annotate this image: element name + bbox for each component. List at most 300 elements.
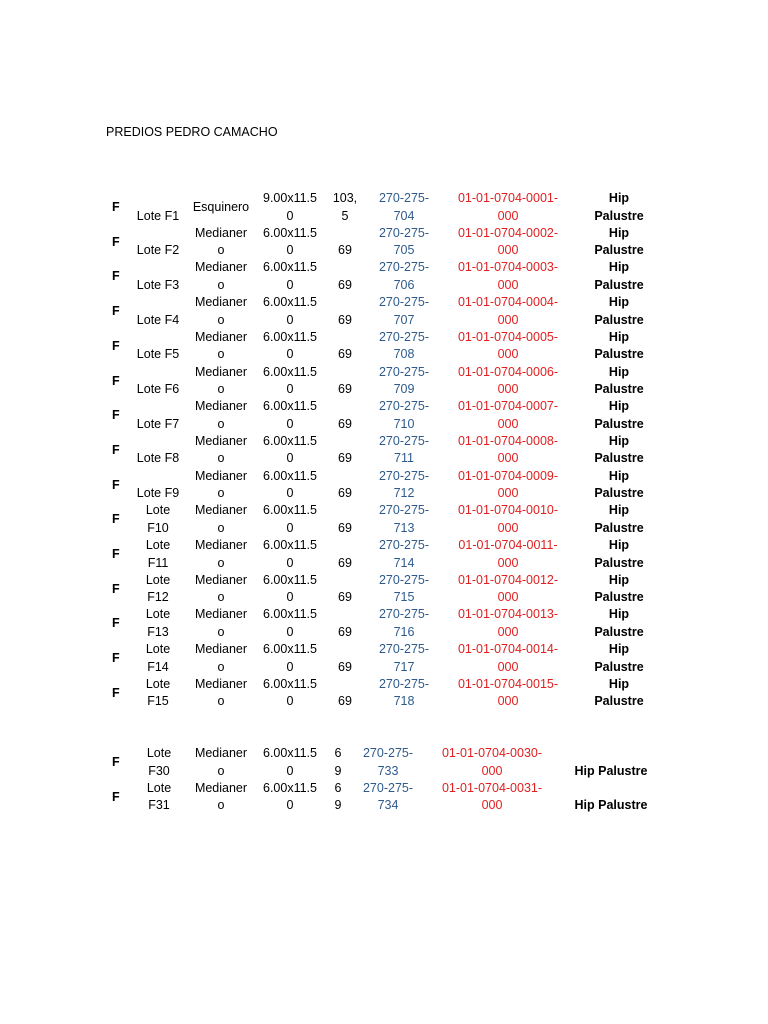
cell-medidas bbox=[258, 502, 322, 537]
cell-line: 6.00x11.5 bbox=[263, 329, 317, 344]
cell-line: 708 bbox=[393, 347, 415, 362]
cell-hip bbox=[584, 398, 654, 433]
cell-prefix: F bbox=[112, 547, 120, 561]
cell-lote bbox=[130, 676, 186, 711]
cell-line: o bbox=[217, 451, 225, 466]
cell-line: 000 bbox=[497, 277, 519, 292]
cell-line: Palustre bbox=[594, 382, 644, 396]
cell-line: Medianer bbox=[194, 468, 248, 483]
cell-tax-id bbox=[368, 329, 440, 364]
cell-line: 270-275- bbox=[378, 676, 430, 691]
cell-catastral bbox=[448, 641, 568, 676]
cell-line: 270-275- bbox=[378, 399, 430, 414]
cell-line: o bbox=[217, 520, 225, 535]
cell-line: 270-275- bbox=[378, 191, 430, 205]
cell-medidas bbox=[258, 364, 322, 399]
cell-line: o bbox=[217, 486, 225, 501]
cell-line: 0 bbox=[286, 763, 294, 778]
cell-line: 717 bbox=[393, 659, 415, 674]
cell-line: F31 bbox=[148, 798, 170, 813]
cell-line: Medianer bbox=[194, 572, 248, 587]
cell-line: 0 bbox=[286, 590, 294, 605]
cell-line: Palustre bbox=[594, 659, 644, 674]
cell-tax-id bbox=[368, 259, 440, 294]
cell-line: 6 bbox=[334, 780, 342, 795]
cell-medidas bbox=[258, 745, 322, 780]
cell-tipo bbox=[188, 294, 254, 329]
cell-line: 6.00x11.5 bbox=[263, 503, 317, 518]
cell-line: Lote F6 bbox=[136, 382, 180, 396]
cell-tax-id bbox=[368, 606, 440, 641]
cell-catastral bbox=[448, 329, 568, 364]
cell-hip bbox=[584, 225, 654, 260]
table-row bbox=[0, 259, 768, 294]
cell-catastral bbox=[448, 259, 568, 294]
cell-line: 01-01-0704-0003- bbox=[457, 260, 559, 275]
cell-line: 000 bbox=[497, 312, 519, 327]
cell-tipo bbox=[188, 259, 254, 294]
cell-medidas bbox=[258, 225, 322, 260]
cell-line: 270-275- bbox=[378, 364, 430, 379]
cell-line: Palustre bbox=[594, 243, 644, 258]
cell-catastral bbox=[432, 780, 552, 815]
cell-line: 01-01-0704-0009- bbox=[457, 468, 559, 483]
cell-line: o bbox=[217, 243, 225, 258]
cell-line: 0 bbox=[286, 208, 294, 223]
cell-prefix: F bbox=[112, 651, 120, 666]
cell-medidas bbox=[258, 398, 322, 433]
table-row bbox=[0, 572, 768, 607]
cell-line: Medianer bbox=[194, 780, 248, 795]
cell-hip bbox=[584, 641, 654, 676]
cell-line: Medianer bbox=[194, 329, 248, 344]
cell-lote bbox=[130, 329, 186, 364]
cell-line: 6.00x11.5 bbox=[263, 468, 317, 483]
cell-line: Hip bbox=[608, 260, 630, 275]
cell-line: Lote F1 bbox=[136, 208, 180, 223]
cell-line: Medianer bbox=[194, 399, 248, 414]
cell-line: 01-01-0704-0013- bbox=[457, 607, 559, 622]
cell-hip bbox=[584, 433, 654, 468]
cell-prefix: F bbox=[112, 234, 120, 249]
cell-catastral bbox=[448, 468, 568, 503]
cell-line: 270-275- bbox=[378, 642, 430, 657]
cell-line: 270-275- bbox=[378, 329, 430, 344]
cell-tipo bbox=[188, 190, 254, 225]
cell-line: 0 bbox=[286, 243, 294, 258]
cell-line: Lote bbox=[146, 746, 172, 760]
table-row bbox=[0, 745, 768, 780]
cell-line: 270-275- bbox=[378, 225, 430, 240]
cell-hip bbox=[570, 780, 652, 815]
cell-line: 718 bbox=[393, 694, 415, 709]
cell-line: 6.00x11.5 bbox=[263, 607, 317, 622]
cell-line: Medianer bbox=[194, 676, 248, 691]
cell-line: F15 bbox=[147, 694, 169, 709]
cell-lote bbox=[130, 572, 186, 607]
cell-line: 000 bbox=[497, 416, 519, 431]
cell-line: 707 bbox=[393, 312, 415, 327]
cell-line: Lote F8 bbox=[136, 451, 180, 466]
cell-catastral bbox=[448, 606, 568, 641]
cell-line: Medianer bbox=[194, 364, 248, 379]
cell-line: 270-275- bbox=[378, 468, 430, 483]
cell-line: Lote F4 bbox=[136, 312, 180, 327]
cell-line: 6.00x11.5 bbox=[263, 676, 317, 691]
cell-area bbox=[325, 329, 365, 364]
cell-line: Lote bbox=[145, 676, 171, 691]
cell-hip bbox=[584, 294, 654, 329]
cell-line: 9 bbox=[334, 763, 342, 778]
cell-catastral bbox=[448, 537, 568, 572]
cell-hip bbox=[584, 259, 654, 294]
cell-catastral bbox=[448, 572, 568, 607]
cell-catastral bbox=[448, 190, 568, 225]
cell-area bbox=[325, 676, 365, 711]
cell-line: Hip bbox=[608, 642, 630, 657]
cell-line: 6.00x11.5 bbox=[263, 295, 317, 310]
table-row bbox=[0, 641, 768, 676]
cell-tax-id bbox=[368, 537, 440, 572]
cell-catastral bbox=[448, 676, 568, 711]
cell-tax-id bbox=[368, 190, 440, 225]
cell-prefix: F bbox=[112, 408, 120, 423]
cell-line: 270-275- bbox=[378, 538, 430, 552]
cell-line: 000 bbox=[497, 520, 519, 535]
cell-line: 000 bbox=[497, 451, 519, 466]
cell-line: Hip bbox=[608, 538, 630, 552]
cell-line: 713 bbox=[393, 520, 415, 535]
cell-line: 0 bbox=[286, 277, 294, 292]
cell-prefix: F bbox=[112, 304, 120, 319]
cell-area bbox=[325, 537, 365, 572]
cell-line: Palustre bbox=[594, 347, 644, 362]
table-row bbox=[0, 225, 768, 260]
cell-line: Lote F2 bbox=[136, 243, 180, 258]
cell-line: 000 bbox=[481, 798, 503, 813]
cell-line: Medianer bbox=[194, 746, 248, 760]
table-row bbox=[0, 468, 768, 503]
cell-prefix: F bbox=[112, 616, 120, 631]
cell-line: 01-01-0704-0007- bbox=[457, 399, 559, 414]
cell-medidas bbox=[258, 572, 322, 607]
cell-hip bbox=[584, 329, 654, 364]
cell-line: Lote bbox=[145, 503, 171, 518]
cell-tax-id bbox=[368, 676, 440, 711]
cell-line: 0 bbox=[286, 312, 294, 327]
table-row bbox=[0, 606, 768, 641]
cell-prefix: F bbox=[112, 581, 120, 596]
cell-area bbox=[328, 780, 348, 815]
cell-line: Hip bbox=[608, 329, 630, 344]
cell-line: 69 bbox=[338, 451, 352, 466]
cell-line: 0 bbox=[286, 486, 294, 501]
cell-hip bbox=[570, 745, 652, 780]
cell-line: 270-275- bbox=[378, 607, 430, 622]
cell-line: Medianer bbox=[194, 225, 248, 240]
table-row bbox=[0, 398, 768, 433]
cell-hip bbox=[584, 364, 654, 399]
cell-line: Palustre bbox=[594, 416, 644, 431]
cell-line: 000 bbox=[497, 208, 519, 223]
cell-line: 270-275- bbox=[378, 503, 430, 518]
cell-line: 000 bbox=[497, 659, 519, 674]
cell-line: o bbox=[217, 312, 225, 327]
cell-line: F11 bbox=[147, 555, 169, 570]
cell-line: 0 bbox=[286, 382, 294, 396]
cell-area bbox=[325, 433, 365, 468]
cell-line: 6.00x11.5 bbox=[263, 538, 317, 552]
cell-line: Hip Palustre bbox=[574, 763, 648, 778]
cell-area bbox=[325, 364, 365, 399]
cell-line: Hip bbox=[608, 399, 630, 414]
cell-tax-id bbox=[368, 502, 440, 537]
cell-line: Palustre bbox=[594, 486, 644, 501]
cell-line: 69 bbox=[338, 416, 352, 431]
cell-line: Lote bbox=[145, 642, 171, 657]
cell-line: 0 bbox=[286, 555, 294, 570]
cell-line: 01-01-0704-0005- bbox=[457, 329, 559, 344]
cell-line: 270-275- bbox=[362, 746, 414, 760]
cell-lote bbox=[130, 190, 186, 225]
cell-line: 69 bbox=[338, 243, 352, 258]
cell-lote bbox=[130, 468, 186, 503]
cell-line: Medianer bbox=[194, 607, 248, 622]
cell-line: 000 bbox=[497, 624, 519, 639]
cell-line: Hip bbox=[608, 191, 630, 205]
cell-line: 01-01-0704-0008- bbox=[457, 433, 559, 448]
cell-medidas bbox=[258, 676, 322, 711]
cell-line: Hip Palustre bbox=[574, 798, 648, 813]
cell-line: o bbox=[217, 277, 225, 292]
cell-line: 9.00x11.5 bbox=[263, 191, 317, 205]
cell-catastral bbox=[448, 364, 568, 399]
cell-line: 01-01-0704-0011- bbox=[458, 538, 558, 552]
cell-area bbox=[325, 641, 365, 676]
cell-line: 000 bbox=[481, 763, 503, 778]
cell-line: o bbox=[217, 694, 225, 709]
cell-tipo bbox=[188, 468, 254, 503]
cell-line: 0 bbox=[286, 659, 294, 674]
cell-line: 69 bbox=[338, 347, 352, 362]
cell-area bbox=[325, 468, 365, 503]
table-row bbox=[0, 364, 768, 399]
cell-medidas bbox=[258, 294, 322, 329]
cell-lote bbox=[130, 225, 186, 260]
cell-line: 6.00x11.5 bbox=[263, 746, 317, 760]
cell-line: F30 bbox=[148, 763, 170, 778]
cell-line: 01-01-0704-0010- bbox=[457, 503, 559, 518]
cell-tax-id bbox=[356, 745, 420, 780]
cell-line: 5 bbox=[341, 208, 349, 223]
cell-line: Lote bbox=[145, 538, 171, 552]
cell-line: Medianer bbox=[194, 538, 248, 552]
cell-prefix: F bbox=[112, 685, 120, 700]
cell-line: 000 bbox=[497, 555, 519, 570]
cell-medidas bbox=[258, 780, 322, 815]
cell-prefix: F bbox=[112, 442, 120, 457]
cell-line: 69 bbox=[338, 520, 352, 535]
cell-lote bbox=[130, 259, 186, 294]
cell-lote bbox=[130, 364, 186, 399]
cell-line: Lote F9 bbox=[136, 486, 180, 501]
cell-line: 000 bbox=[497, 382, 519, 396]
table-row bbox=[0, 329, 768, 364]
cell-line: 733 bbox=[377, 763, 399, 778]
cell-line: Palustre bbox=[594, 520, 644, 535]
cell-tax-id bbox=[368, 572, 440, 607]
cell-line: 69 bbox=[338, 694, 352, 709]
cell-line: 103, bbox=[332, 191, 358, 205]
cell-tipo bbox=[188, 745, 254, 780]
cell-catastral bbox=[448, 398, 568, 433]
cell-area bbox=[328, 745, 348, 780]
cell-line: Hip bbox=[608, 225, 630, 240]
cell-line: 0 bbox=[286, 694, 294, 709]
cell-line: F13 bbox=[147, 624, 169, 639]
cell-line: Lote F7 bbox=[136, 416, 180, 431]
cell-prefix: F bbox=[112, 338, 120, 353]
cell-line: Hip bbox=[608, 607, 630, 622]
cell-line: F12 bbox=[147, 590, 169, 605]
cell-line: 705 bbox=[393, 243, 415, 258]
cell-line: Hip bbox=[608, 364, 630, 379]
cell-line: F14 bbox=[147, 659, 169, 674]
cell-prefix: F bbox=[112, 512, 120, 527]
cell-line: 706 bbox=[393, 277, 415, 292]
cell-tipo bbox=[188, 537, 254, 572]
cell-area bbox=[325, 572, 365, 607]
cell-line: 69 bbox=[338, 659, 352, 674]
cell-line: 69 bbox=[338, 312, 352, 327]
cell-medidas bbox=[258, 468, 322, 503]
cell-tipo bbox=[188, 398, 254, 433]
cell-line: Esquinero bbox=[192, 199, 250, 214]
table-row bbox=[0, 676, 768, 711]
cell-line: Lote bbox=[145, 607, 171, 622]
cell-line: 01-01-0704-0004- bbox=[457, 295, 559, 310]
cell-lote bbox=[130, 433, 186, 468]
cell-tipo bbox=[188, 780, 254, 815]
cell-hip bbox=[584, 502, 654, 537]
cell-prefix: F bbox=[112, 200, 120, 214]
cell-lote bbox=[130, 294, 186, 329]
cell-line: 000 bbox=[497, 590, 519, 605]
cell-catastral bbox=[448, 225, 568, 260]
cell-hip bbox=[584, 606, 654, 641]
cell-hip bbox=[584, 190, 654, 225]
cell-prefix: F bbox=[112, 373, 120, 388]
cell-line: 01-01-0704-0014- bbox=[457, 642, 559, 657]
cell-tipo bbox=[188, 225, 254, 260]
cell-line: Palustre bbox=[594, 451, 644, 466]
cell-line: 6.00x11.5 bbox=[263, 572, 317, 587]
cell-line: 69 bbox=[338, 624, 352, 639]
cell-line: Medianer bbox=[194, 503, 248, 518]
cell-lote bbox=[130, 398, 186, 433]
cell-area bbox=[325, 502, 365, 537]
cell-line: 712 bbox=[393, 486, 415, 501]
cell-line: Medianer bbox=[194, 295, 248, 310]
cell-line: o bbox=[217, 382, 225, 396]
cell-tax-id bbox=[356, 780, 420, 815]
cell-line: Palustre bbox=[594, 694, 644, 709]
cell-line: 69 bbox=[338, 590, 352, 605]
cell-line: 6.00x11.5 bbox=[263, 260, 317, 275]
cell-line: 69 bbox=[338, 555, 352, 570]
cell-medidas bbox=[258, 190, 322, 225]
cell-line: o bbox=[217, 763, 225, 778]
cell-tipo bbox=[188, 606, 254, 641]
cell-line: Lote F3 bbox=[136, 277, 180, 292]
cell-tipo bbox=[188, 572, 254, 607]
cell-area bbox=[325, 259, 365, 294]
table-row bbox=[0, 433, 768, 468]
cell-line: o bbox=[217, 624, 225, 639]
cell-prefix: F bbox=[112, 477, 120, 492]
cell-line: 6.00x11.5 bbox=[263, 780, 317, 795]
cell-catastral bbox=[432, 745, 552, 780]
cell-line: Hip bbox=[608, 468, 630, 483]
cell-hip bbox=[584, 537, 654, 572]
cell-line: 6.00x11.5 bbox=[263, 225, 317, 240]
cell-lote bbox=[130, 606, 186, 641]
cell-prefix: F bbox=[112, 755, 120, 769]
cell-line: 6 bbox=[334, 746, 342, 760]
cell-line: Hip bbox=[608, 676, 630, 691]
cell-line: 0 bbox=[286, 451, 294, 466]
cell-line: 000 bbox=[497, 243, 519, 258]
cell-line: 714 bbox=[393, 555, 415, 570]
cell-line: 0 bbox=[286, 347, 294, 362]
cell-line: 6.00x11.5 bbox=[263, 399, 317, 414]
table-row bbox=[0, 502, 768, 537]
cell-line: 270-275- bbox=[378, 260, 430, 275]
cell-line: Medianer bbox=[194, 260, 248, 275]
cell-area bbox=[325, 225, 365, 260]
cell-medidas bbox=[258, 641, 322, 676]
cell-tax-id bbox=[368, 294, 440, 329]
cell-line: Lote bbox=[146, 780, 172, 795]
cell-line: 6.00x11.5 bbox=[263, 642, 317, 657]
cell-line: o bbox=[217, 347, 225, 362]
cell-line: Palustre bbox=[594, 590, 644, 605]
cell-line: o bbox=[217, 555, 225, 570]
cell-catastral bbox=[448, 433, 568, 468]
cell-line: 711 bbox=[394, 451, 414, 466]
cell-area bbox=[325, 606, 365, 641]
cell-line: Medianer bbox=[194, 433, 248, 448]
cell-lote bbox=[136, 780, 182, 815]
cell-tax-id bbox=[368, 433, 440, 468]
cell-line: 01-01-0704-0001- bbox=[457, 191, 559, 205]
cell-line: Hip bbox=[608, 433, 630, 448]
cell-tax-id bbox=[368, 641, 440, 676]
cell-line: 0 bbox=[286, 624, 294, 639]
cell-hip bbox=[584, 676, 654, 711]
cell-line: 01-01-0704-0031- bbox=[441, 780, 543, 795]
cell-line: 01-01-0704-0012- bbox=[457, 572, 559, 587]
cell-line: 6.00x11.5 bbox=[263, 433, 317, 448]
cell-line: 000 bbox=[497, 347, 519, 362]
page-title: PREDIOS PEDRO CAMACHO bbox=[106, 125, 278, 139]
cell-line: 0 bbox=[286, 416, 294, 431]
cell-tipo bbox=[188, 502, 254, 537]
cell-medidas bbox=[258, 433, 322, 468]
cell-area bbox=[325, 294, 365, 329]
cell-line: o bbox=[217, 659, 225, 674]
cell-line: 69 bbox=[338, 382, 352, 396]
